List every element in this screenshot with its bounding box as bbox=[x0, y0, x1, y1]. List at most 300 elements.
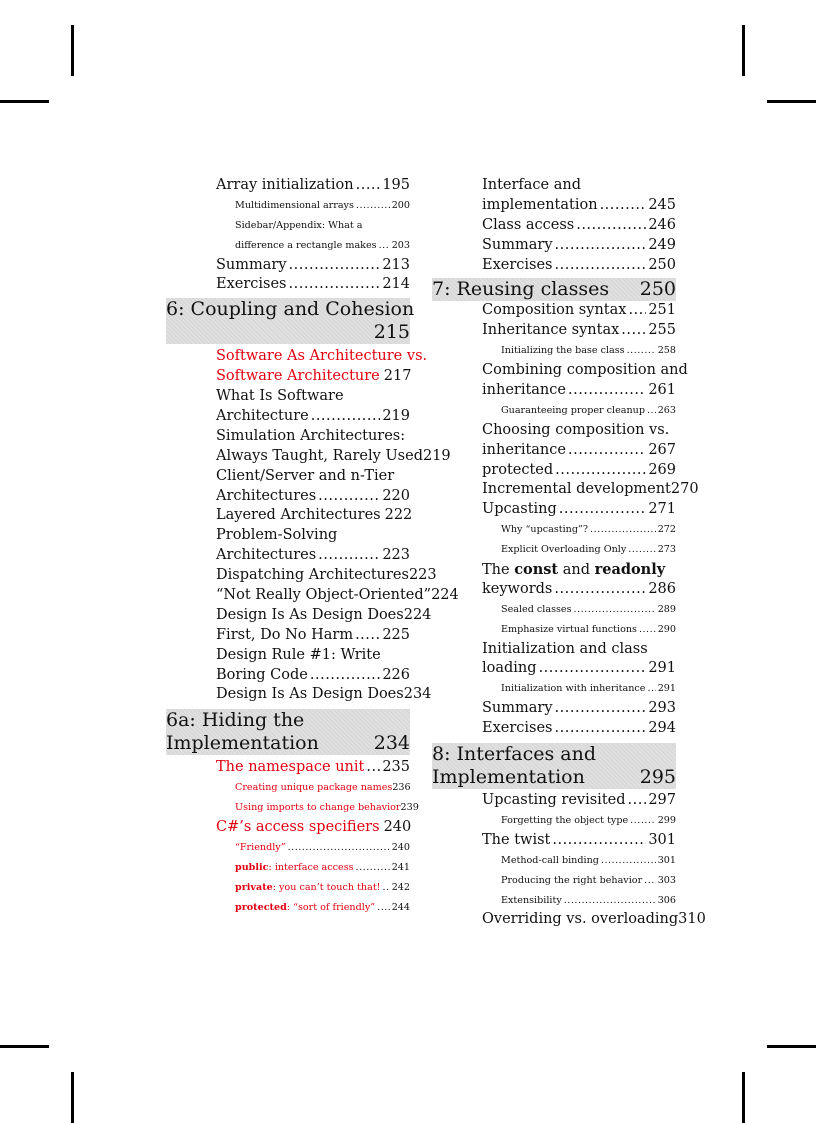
entry-title bbox=[501, 891, 562, 911]
dot-leader bbox=[601, 851, 656, 871]
entry-page-number: 272 bbox=[657, 524, 676, 536]
entry-title-part: Incremental development bbox=[482, 481, 671, 498]
dot-leader bbox=[555, 256, 647, 276]
entry-title bbox=[216, 546, 316, 566]
entry-title-part: Choosing composition vs. bbox=[482, 421, 670, 438]
toc-subentry[interactable] bbox=[432, 540, 676, 560]
dot-leader bbox=[366, 758, 380, 778]
dot-leader bbox=[355, 626, 380, 646]
entry-title-part: inheritance bbox=[482, 441, 566, 458]
toc-entry[interactable] bbox=[166, 275, 410, 295]
toc-subentry[interactable] bbox=[432, 401, 676, 421]
entry-title-part: Array initialization bbox=[216, 177, 354, 193]
toc-entry[interactable] bbox=[432, 791, 676, 811]
entry-page-number: 273 bbox=[657, 544, 676, 556]
toc-entry[interactable] bbox=[432, 659, 676, 679]
entry-title-part: Dispatching Architectures bbox=[216, 567, 409, 584]
entry-title bbox=[501, 620, 637, 640]
dot-leader bbox=[627, 341, 656, 361]
dot-leader bbox=[644, 871, 656, 891]
entry-title-part: The twist bbox=[482, 831, 551, 848]
entry-title bbox=[482, 719, 553, 739]
toc-entry[interactable] bbox=[432, 176, 676, 196]
entry-title bbox=[482, 659, 537, 679]
crop-mark-top-right-horizontal bbox=[767, 100, 816, 103]
entry-title bbox=[216, 256, 287, 276]
entry-title-part: loading bbox=[482, 660, 537, 677]
toc-entry[interactable] bbox=[166, 758, 410, 778]
entry-title bbox=[482, 362, 688, 378]
toc-entry[interactable] bbox=[432, 196, 676, 216]
entry-title-part: Upcasting revisited bbox=[482, 792, 626, 809]
entry-title bbox=[482, 381, 566, 401]
entry-title-part: Inheritance syntax bbox=[482, 322, 620, 339]
toc-subentry[interactable] bbox=[432, 600, 676, 620]
toc-subentry[interactable] bbox=[166, 216, 410, 236]
toc-subentry[interactable] bbox=[432, 341, 676, 361]
entry-page-number: 246 bbox=[648, 216, 676, 233]
entry-title-part: Emphasize virtual functions bbox=[501, 623, 637, 635]
dot-leader bbox=[311, 407, 381, 427]
toc-entry[interactable] bbox=[166, 447, 451, 467]
entry-title bbox=[216, 176, 354, 196]
toc-entry[interactable] bbox=[166, 818, 410, 838]
entry-title-part: Design Is As Design Does bbox=[216, 686, 404, 703]
entry-title-part: Extensibility bbox=[501, 894, 562, 906]
entry-title-part: readonly bbox=[594, 561, 666, 579]
dot-leader bbox=[310, 666, 380, 686]
entry-title-part: Layered Architectures bbox=[216, 507, 381, 524]
entry-title-part: Always Taught, Rarely Used bbox=[216, 447, 423, 464]
entry-title-part: Initializing the base class bbox=[501, 345, 625, 357]
entry-title-part: Boring Code bbox=[216, 666, 308, 683]
toc-subentry[interactable] bbox=[166, 838, 410, 858]
entry-title-part: Problem-Solving bbox=[216, 527, 338, 544]
entry-title-part: Exercises bbox=[482, 256, 553, 273]
toc-subentry[interactable] bbox=[432, 520, 676, 540]
toc-entry[interactable] bbox=[166, 176, 410, 196]
entry-title bbox=[501, 871, 642, 891]
entry-title-part: Client/Server and n-Tier bbox=[216, 467, 395, 484]
toc-group bbox=[432, 176, 676, 275]
entry-page-number: 219 bbox=[382, 408, 410, 425]
entry-title bbox=[482, 301, 626, 321]
entry-title-part: The bbox=[482, 562, 515, 579]
toc-entry[interactable] bbox=[166, 626, 410, 646]
toc-subentry[interactable] bbox=[166, 778, 410, 798]
crop-mark-bottom-left-vertical bbox=[71, 1072, 74, 1123]
toc-subentry[interactable] bbox=[166, 898, 410, 918]
entry-page-number: 306 bbox=[657, 894, 676, 906]
toc-entry[interactable] bbox=[432, 381, 676, 401]
crop-mark-top-left-vertical bbox=[71, 25, 74, 76]
entry-page-number: 267 bbox=[648, 441, 676, 458]
entry-title bbox=[501, 679, 645, 699]
entry-title-part: difference a rectangle makes bbox=[235, 239, 377, 251]
entry-title-part: Initialization with inheritance bbox=[501, 683, 646, 695]
entry-title-part: Explicit Overloading Only bbox=[501, 544, 627, 556]
entry-title-part: Architectures bbox=[216, 547, 317, 564]
entry-title-part: Simulation Architectures: bbox=[216, 427, 406, 444]
toc-subentry[interactable] bbox=[432, 851, 676, 871]
entry-title bbox=[482, 441, 566, 461]
entry-title bbox=[216, 666, 308, 686]
dot-leader bbox=[639, 620, 656, 640]
entry-title-part: keywords bbox=[482, 580, 553, 597]
toc-entry[interactable] bbox=[432, 560, 676, 580]
entry-title-part: Design Is As Design Does bbox=[216, 606, 404, 623]
entry-title bbox=[482, 481, 671, 497]
toc-entry[interactable] bbox=[432, 719, 676, 739]
entry-title-part: inheritance bbox=[482, 382, 566, 399]
entry-title bbox=[235, 898, 375, 918]
entry-page-number: 224 bbox=[431, 587, 459, 604]
toc-subentry[interactable] bbox=[432, 891, 676, 911]
entry-page-number: 225 bbox=[382, 626, 410, 643]
toc-subentry[interactable] bbox=[432, 679, 676, 699]
entry-page-number: 223 bbox=[382, 547, 410, 564]
entry-title-part: What Is Software bbox=[216, 388, 344, 405]
toc-entry[interactable] bbox=[432, 321, 676, 341]
entry-page-number: 242 bbox=[391, 881, 410, 893]
entry-title bbox=[482, 422, 669, 438]
entry-title-part: Creating unique package names bbox=[235, 782, 393, 794]
entry-title bbox=[501, 401, 645, 421]
entry-title-part: Summary bbox=[482, 236, 553, 253]
chapter-page: 234 bbox=[373, 732, 410, 755]
chapter-title-line1: 6a: Hiding the bbox=[166, 709, 305, 732]
entry-title-part: Class access bbox=[482, 216, 575, 233]
entry-page-number: 249 bbox=[648, 236, 676, 253]
toc-entry[interactable] bbox=[166, 427, 410, 447]
entry-title bbox=[216, 487, 316, 507]
dot-leader bbox=[600, 196, 647, 216]
toc-entry[interactable] bbox=[166, 467, 410, 487]
entry-page-number: 203 bbox=[391, 239, 410, 251]
entry-title bbox=[235, 220, 363, 231]
dot-leader bbox=[552, 831, 646, 851]
dot-leader bbox=[647, 401, 656, 421]
toc-entry[interactable] bbox=[432, 421, 676, 441]
toc-left-column bbox=[166, 176, 459, 918]
entry-title bbox=[216, 626, 353, 646]
entry-title-part: const bbox=[514, 561, 559, 579]
entry-page-number: 245 bbox=[648, 196, 676, 213]
dot-leader bbox=[630, 811, 656, 831]
entry-title bbox=[216, 506, 381, 526]
entry-page-number: 290 bbox=[657, 623, 676, 635]
entry-page-number: 222 bbox=[384, 507, 413, 524]
toc-entry[interactable] bbox=[166, 387, 410, 407]
entry-page-number: 291 bbox=[657, 683, 676, 695]
entry-title bbox=[482, 641, 648, 657]
entry-page-number: 219 bbox=[422, 447, 451, 464]
entry-page-number: 220 bbox=[382, 487, 410, 504]
entry-title bbox=[482, 791, 626, 811]
toc-entry[interactable] bbox=[166, 256, 410, 276]
toc-subentry[interactable] bbox=[432, 871, 676, 891]
dot-leader bbox=[383, 878, 390, 898]
entry-page-number: 213 bbox=[382, 256, 410, 273]
entry-title-part: Guaranteeing proper cleanup bbox=[501, 404, 645, 416]
chapter-heading-6[interactable] bbox=[166, 298, 415, 344]
toc-subentry[interactable] bbox=[432, 620, 676, 640]
dot-leader bbox=[647, 679, 655, 699]
crop-mark-top-left-horizontal bbox=[0, 100, 49, 103]
entry-title-part: Interface and bbox=[482, 177, 581, 193]
entry-title-part: Sealed classes bbox=[501, 603, 572, 615]
entry-title-part: : you can’t touch that! bbox=[272, 881, 381, 893]
entry-title bbox=[501, 540, 626, 560]
entry-title-part: Forgetting the object type bbox=[501, 814, 629, 826]
toc-entry[interactable] bbox=[166, 487, 410, 507]
entry-title-part: C#’s access specifiers bbox=[216, 819, 380, 836]
toc-entry[interactable] bbox=[432, 699, 676, 719]
entry-page-number: 195 bbox=[382, 177, 410, 193]
entry-title bbox=[235, 858, 354, 878]
toc-entry[interactable] bbox=[432, 580, 676, 600]
dot-leader bbox=[568, 441, 646, 461]
entry-page-number: 303 bbox=[657, 874, 676, 886]
entry-title bbox=[216, 567, 409, 583]
entry-title bbox=[482, 177, 581, 193]
toc-entry[interactable] bbox=[432, 236, 676, 256]
entry-title bbox=[501, 851, 599, 871]
entry-title bbox=[482, 580, 552, 600]
entry-title-part: Architecture bbox=[216, 408, 309, 425]
toc-subentry[interactable] bbox=[166, 236, 410, 256]
toc-entry[interactable] bbox=[432, 910, 706, 930]
toc-entry[interactable] bbox=[432, 500, 676, 520]
entry-title bbox=[235, 196, 354, 216]
dot-leader bbox=[555, 719, 647, 739]
toc-subentry[interactable] bbox=[166, 858, 410, 878]
entry-page-number: 301 bbox=[648, 831, 676, 848]
entry-page-number: 301 bbox=[657, 854, 676, 866]
toc-entry[interactable] bbox=[166, 526, 410, 546]
toc-subentry[interactable] bbox=[166, 878, 410, 898]
dot-leader bbox=[555, 461, 646, 481]
entry-title bbox=[216, 428, 405, 444]
entry-title-part: Upcasting bbox=[482, 501, 557, 518]
dot-leader bbox=[590, 520, 656, 540]
entry-title bbox=[235, 802, 401, 813]
chapter-title-line2: Implementation bbox=[166, 732, 319, 755]
dot-leader bbox=[555, 236, 647, 256]
toc-right-column bbox=[432, 176, 706, 930]
toc-entry[interactable] bbox=[432, 216, 676, 236]
dot-leader bbox=[559, 500, 647, 520]
entry-title bbox=[482, 699, 553, 719]
entry-page-number: 310 bbox=[678, 911, 706, 928]
entry-title bbox=[482, 500, 557, 520]
dot-leader bbox=[318, 487, 380, 507]
toc-entry[interactable] bbox=[166, 407, 410, 427]
entry-title-part: : interface access bbox=[268, 861, 354, 873]
toc-entry[interactable] bbox=[166, 506, 413, 526]
dot-leader bbox=[356, 858, 390, 878]
entry-title bbox=[235, 838, 286, 858]
entry-page-number: 240 bbox=[383, 819, 412, 836]
entry-title bbox=[482, 196, 598, 216]
chapter-title-line1: 8: Interfaces and bbox=[432, 743, 596, 766]
dot-leader bbox=[377, 898, 390, 918]
toc-entry[interactable] bbox=[432, 480, 699, 500]
entry-title bbox=[501, 341, 625, 361]
dot-leader bbox=[555, 699, 647, 719]
chapter-page: 295 bbox=[639, 766, 676, 789]
toc-entry[interactable] bbox=[166, 606, 432, 626]
entry-page-number: 258 bbox=[657, 345, 676, 357]
entry-title bbox=[482, 562, 665, 578]
chapter-heading-6a[interactable] bbox=[166, 709, 410, 755]
entry-title-part: Software As Architecture vs. bbox=[216, 348, 428, 365]
entry-title bbox=[501, 520, 588, 540]
entry-title-part: public bbox=[235, 861, 269, 873]
entry-title-part: Exercises bbox=[216, 276, 287, 293]
toc-entry[interactable] bbox=[432, 640, 676, 660]
entry-page-number: 289 bbox=[657, 603, 676, 615]
entry-page-number: 297 bbox=[648, 792, 676, 809]
entry-title bbox=[482, 321, 619, 341]
entry-title bbox=[235, 782, 392, 793]
dot-leader bbox=[568, 381, 646, 401]
toc-group bbox=[432, 791, 706, 930]
chapter-title: 6: Coupling and Cohesion bbox=[166, 298, 415, 321]
chapter-page: 250 bbox=[639, 278, 676, 301]
toc-entry[interactable] bbox=[432, 831, 676, 851]
entry-title bbox=[482, 831, 550, 851]
entry-title bbox=[216, 388, 344, 404]
entry-page-number: 286 bbox=[648, 580, 676, 597]
toc-entry[interactable] bbox=[166, 685, 432, 705]
entry-page-number: 293 bbox=[648, 700, 676, 717]
toc-group bbox=[432, 301, 699, 739]
entry-title-part: Overriding vs. overloading bbox=[482, 911, 679, 928]
entry-page-number: 236 bbox=[392, 782, 411, 794]
toc-entry[interactable] bbox=[432, 441, 676, 461]
entry-title bbox=[501, 811, 628, 831]
toc-group bbox=[166, 347, 459, 705]
dot-leader bbox=[539, 659, 647, 679]
entry-title bbox=[235, 878, 381, 898]
entry-title bbox=[216, 607, 404, 623]
entry-title bbox=[216, 527, 337, 543]
entry-page-number: 299 bbox=[657, 814, 676, 826]
entry-page-number: 255 bbox=[648, 322, 676, 339]
chapter-page: 215 bbox=[373, 321, 410, 344]
entry-page-number: 250 bbox=[648, 256, 676, 273]
dot-leader bbox=[628, 791, 647, 811]
toc-entry[interactable] bbox=[432, 256, 676, 276]
entry-title-part: Summary bbox=[216, 256, 287, 273]
entry-title bbox=[216, 275, 287, 295]
entry-page-number: 214 bbox=[382, 276, 410, 293]
toc-entry[interactable] bbox=[432, 361, 688, 381]
entry-title bbox=[501, 600, 572, 620]
entry-title bbox=[216, 407, 309, 427]
entry-title-part: “Not Really Object-Oriented” bbox=[216, 587, 432, 604]
dot-leader bbox=[356, 176, 381, 196]
toc-entry[interactable] bbox=[166, 546, 410, 566]
chapter-heading-7[interactable] bbox=[432, 278, 676, 301]
toc-entry[interactable] bbox=[166, 646, 410, 666]
dot-leader bbox=[628, 301, 646, 321]
toc-group bbox=[166, 176, 410, 295]
dot-leader bbox=[574, 600, 656, 620]
dot-leader bbox=[289, 275, 381, 295]
dot-leader bbox=[318, 546, 380, 566]
toc-entry[interactable] bbox=[432, 301, 676, 321]
entry-title bbox=[216, 468, 394, 484]
entry-title bbox=[216, 448, 423, 464]
entry-page-number: 224 bbox=[403, 606, 432, 623]
entry-title-part: Software Architecture bbox=[216, 368, 380, 385]
dot-leader bbox=[379, 236, 390, 256]
toc-entry[interactable] bbox=[166, 666, 410, 686]
toc-subentry[interactable] bbox=[432, 811, 676, 831]
toc-entry[interactable] bbox=[166, 367, 410, 387]
entry-title-part: Combining composition and bbox=[482, 362, 688, 379]
entry-title bbox=[216, 367, 380, 387]
entry-title-part: implementation bbox=[482, 196, 598, 213]
dot-leader bbox=[621, 321, 646, 341]
entry-title-part: : “sort of friendly” bbox=[286, 901, 376, 913]
entry-title-part: Method-call binding bbox=[501, 854, 599, 866]
entry-title-part: protected bbox=[235, 901, 287, 913]
entry-title-part: Using imports to change behavior bbox=[235, 802, 401, 814]
entry-title bbox=[216, 348, 427, 364]
entry-title bbox=[216, 818, 380, 838]
entry-title bbox=[482, 236, 553, 256]
toc-subentry[interactable] bbox=[166, 798, 419, 818]
entry-page-number: 200 bbox=[391, 199, 410, 211]
entry-title-part: Composition syntax bbox=[482, 302, 627, 319]
toc-subentry[interactable] bbox=[166, 196, 410, 216]
crop-mark-bottom-left-horizontal bbox=[0, 1045, 49, 1048]
entry-title-part: The namespace unit bbox=[216, 759, 365, 776]
entry-title bbox=[216, 758, 364, 778]
toc-entry[interactable] bbox=[166, 566, 437, 586]
toc-entry[interactable] bbox=[166, 586, 459, 606]
dot-leader bbox=[564, 891, 656, 911]
entry-page-number: 251 bbox=[648, 302, 676, 319]
entry-page-number: 263 bbox=[657, 404, 676, 416]
dot-leader bbox=[576, 216, 646, 236]
entry-page-number: 217 bbox=[383, 368, 412, 385]
entry-title-part: First, Do No Harm bbox=[216, 626, 354, 643]
entry-title-part: Why “upcasting”? bbox=[501, 524, 589, 536]
entry-page-number: 234 bbox=[403, 686, 432, 703]
toc-entry[interactable] bbox=[166, 347, 428, 367]
entry-title-part: Summary bbox=[482, 700, 553, 717]
entry-title-part: Multidimensional arrays bbox=[235, 199, 354, 211]
chapter-heading-8[interactable] bbox=[432, 743, 676, 789]
entry-title bbox=[216, 647, 381, 663]
chapter-title: 7: Reusing classes bbox=[432, 278, 610, 301]
entry-page-number: 270 bbox=[670, 481, 699, 498]
entry-title-part: Sidebar/Appendix: What a bbox=[235, 219, 363, 231]
entry-title bbox=[482, 256, 553, 276]
entry-title-part: Initialization and class bbox=[482, 640, 648, 657]
entry-title bbox=[482, 461, 553, 481]
entry-title-part: Exercises bbox=[482, 720, 553, 737]
toc-entry[interactable] bbox=[432, 461, 676, 481]
dot-leader bbox=[554, 580, 646, 600]
entry-title-part: protected bbox=[482, 461, 554, 478]
entry-page-number: 239 bbox=[400, 802, 419, 814]
entry-page-number: 244 bbox=[391, 901, 410, 913]
